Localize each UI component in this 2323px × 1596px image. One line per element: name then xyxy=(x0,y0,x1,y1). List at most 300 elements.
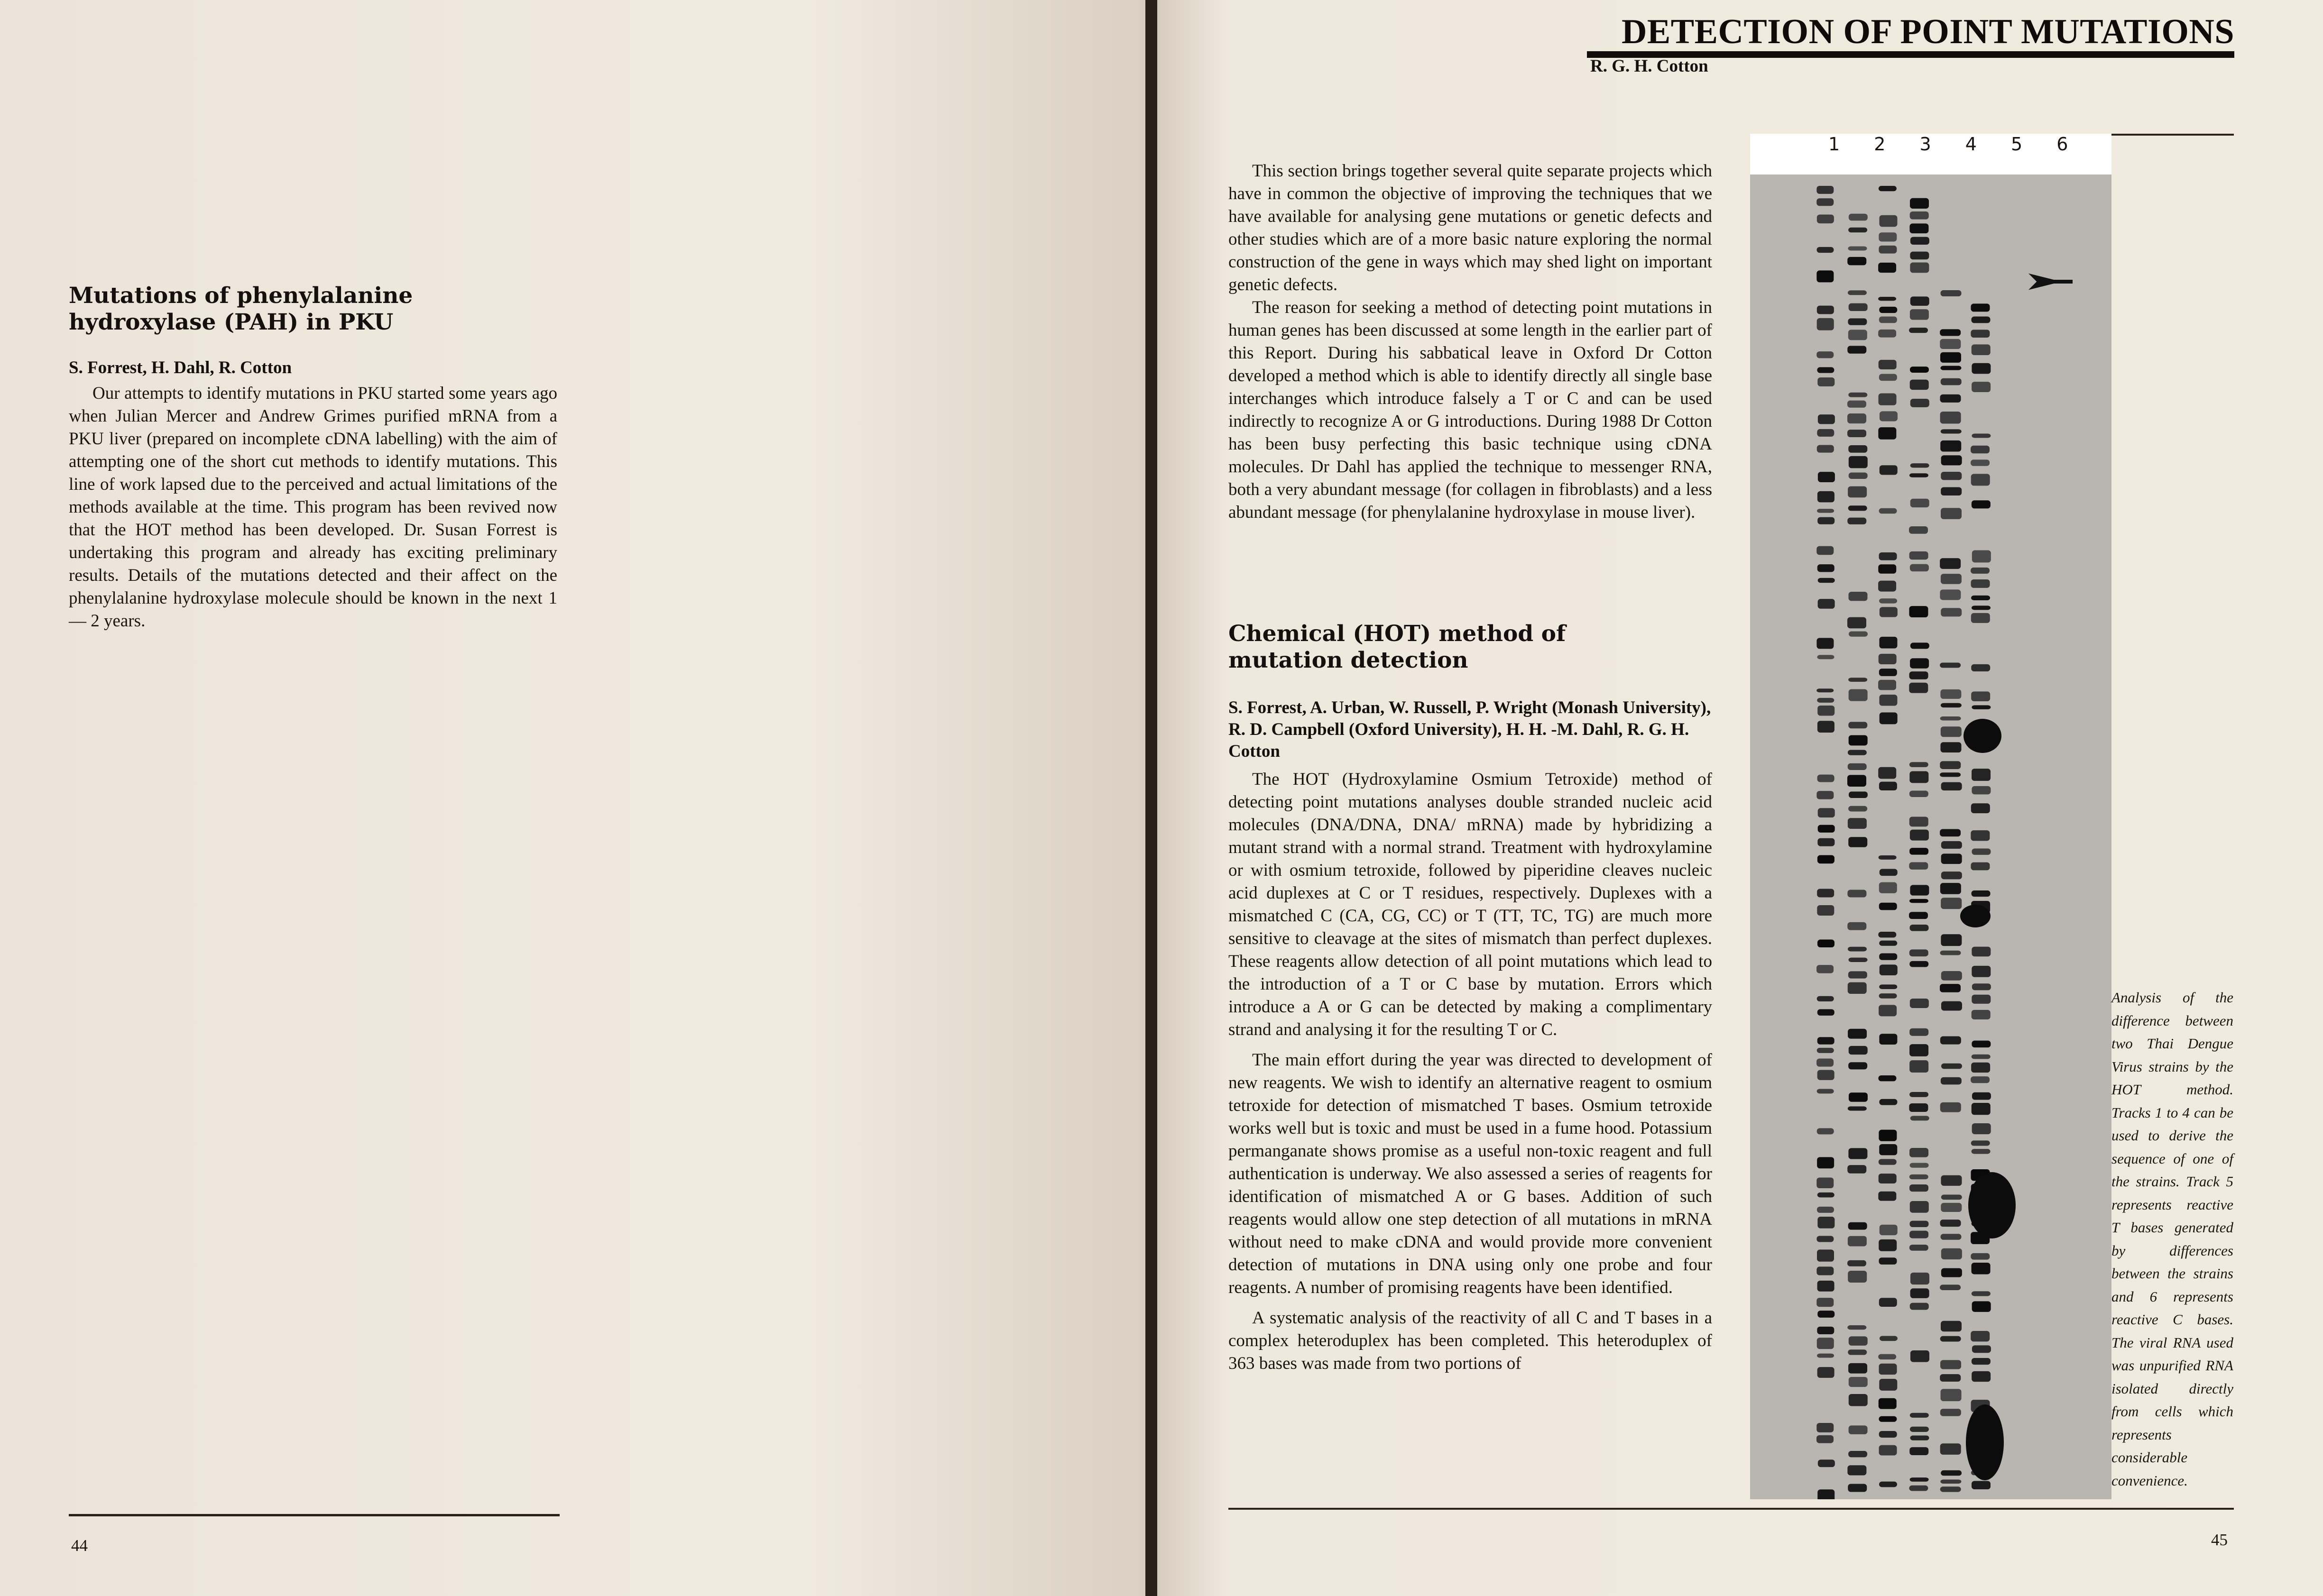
gel-band xyxy=(1817,491,1834,502)
gel-band xyxy=(1817,564,1834,572)
gel-band xyxy=(1879,1364,1897,1375)
gel-band xyxy=(1910,1477,1929,1482)
gel-band xyxy=(1879,1099,1897,1105)
gel-band xyxy=(1910,1201,1929,1213)
gel-band xyxy=(1972,1092,1991,1100)
gel-band xyxy=(1817,1327,1834,1334)
gel-band xyxy=(1972,1055,1991,1059)
gel-band xyxy=(1879,232,1897,241)
gel-band xyxy=(1909,671,1928,679)
gel-band xyxy=(1910,252,1929,260)
gel-band xyxy=(1878,767,1896,779)
gel-band xyxy=(1941,782,1962,790)
gel-band xyxy=(1940,589,1961,600)
gel-band xyxy=(1817,1281,1834,1292)
gel-band xyxy=(1880,465,1898,475)
gel-band xyxy=(1972,1263,1991,1274)
gel-band xyxy=(1971,596,1990,600)
gel-band xyxy=(1940,1443,1961,1455)
intro-paragraph: This section brings together several quite separate projects which have in common the objective of improving the techniques that we have available for analysing gene mutations or genetic defects and other studies which are of a more basic nature exploring the normal construction of the gene in ways which may shed light on important genetic defects. xyxy=(1228,161,1712,294)
gel-band xyxy=(1971,830,1990,841)
gel-band xyxy=(1909,1174,1928,1179)
gel-band xyxy=(1817,1070,1834,1080)
gel-band xyxy=(1879,307,1897,313)
gel-band xyxy=(1941,290,1962,296)
gel-band xyxy=(1909,848,1928,854)
gel-band xyxy=(1818,578,1835,583)
gel-band xyxy=(1816,688,1834,692)
gel-band xyxy=(1940,1486,1961,1492)
gel-band xyxy=(1847,1325,1866,1330)
gel-band xyxy=(1972,1291,1991,1296)
gel-band xyxy=(1940,1036,1961,1045)
gel-band xyxy=(1972,786,1991,795)
gel-band xyxy=(1940,394,1961,403)
gel-band xyxy=(1816,1178,1834,1188)
gel-band xyxy=(1879,246,1897,254)
gel-band xyxy=(1940,339,1961,349)
gel-band xyxy=(1878,263,1896,273)
gel-band xyxy=(1848,1062,1867,1069)
gel-band xyxy=(1878,932,1896,937)
gel-blob xyxy=(1963,719,2001,753)
gel-band xyxy=(1816,1435,1834,1443)
gel-band xyxy=(1817,318,1834,330)
gel-band xyxy=(1940,1220,1961,1227)
gel-band xyxy=(1941,871,1962,879)
footer-rule-left xyxy=(69,1514,560,1516)
page-number-right: 45 xyxy=(2211,1531,2228,1549)
gel-band xyxy=(1880,1336,1898,1341)
gel-band xyxy=(1816,791,1834,799)
gel-band xyxy=(1847,257,1866,266)
gel-band xyxy=(1817,996,1834,1001)
gel-band xyxy=(1879,508,1897,514)
gel-band xyxy=(1972,947,1991,957)
gel-band xyxy=(1909,1486,1928,1491)
gel-band xyxy=(1816,351,1834,358)
gel-band xyxy=(1849,631,1868,636)
gel-band xyxy=(1816,638,1834,649)
gel-band xyxy=(1971,1076,1990,1083)
gel-band xyxy=(1848,1236,1867,1247)
gel-band xyxy=(1909,606,1928,617)
gel-band xyxy=(1941,574,1962,584)
gel-band xyxy=(1879,1445,1897,1456)
gel-band xyxy=(1878,1354,1896,1359)
gel-band xyxy=(1971,664,1990,671)
gel-band xyxy=(1910,380,1929,390)
gel-band xyxy=(1971,568,1990,574)
gel-band xyxy=(1848,1106,1867,1110)
hot-authors: S. Forrest, A. Urban, W. Russell, P. Wright (Monash University), R. D. Campbell (Oxford University), H. H. -M. Dahl, R. G. H. Cotton xyxy=(1228,698,1711,761)
gel-band xyxy=(1848,837,1867,847)
gel-band xyxy=(1940,883,1961,894)
gel-band xyxy=(1910,830,1929,841)
gel-band xyxy=(1909,1044,1928,1056)
gel-band xyxy=(1817,1157,1834,1168)
gel-band xyxy=(1940,1374,1961,1382)
gel-band xyxy=(1849,689,1868,701)
gel-band xyxy=(1817,855,1834,863)
gel-band xyxy=(1818,472,1835,482)
gel-band xyxy=(1848,971,1867,978)
gel-band xyxy=(1848,1148,1867,1159)
gel-band xyxy=(1971,330,1990,338)
gel-band xyxy=(1910,1350,1929,1362)
gel-band xyxy=(1879,1130,1897,1141)
gel-band xyxy=(1940,366,1961,370)
intro-text xyxy=(1228,160,1712,524)
gel-band xyxy=(1849,791,1868,798)
gel-band xyxy=(1849,1377,1868,1387)
gel-band xyxy=(1817,655,1834,659)
gel-band xyxy=(1817,1089,1834,1093)
gel-band xyxy=(1909,1231,1928,1238)
gel-band xyxy=(1848,505,1867,511)
gel-band xyxy=(1878,581,1896,592)
gel-band xyxy=(1879,984,1897,989)
gel-band xyxy=(1848,290,1867,295)
gel-band xyxy=(1910,642,1929,649)
gel-band xyxy=(1972,382,1991,392)
gel-band xyxy=(1972,1358,1991,1365)
gel-band xyxy=(1909,817,1928,827)
gel-band xyxy=(1879,637,1897,649)
gel-band xyxy=(1816,1423,1834,1432)
gel-band xyxy=(1909,1221,1928,1227)
gel-band xyxy=(1940,662,1961,668)
gel-band xyxy=(1848,1222,1867,1230)
gel-band xyxy=(1972,605,1991,610)
gel-band xyxy=(1878,564,1896,574)
gel-band xyxy=(1848,982,1867,994)
gel-band xyxy=(1940,984,1961,992)
gel-background xyxy=(1750,174,2111,1499)
gel-band xyxy=(1879,1144,1897,1155)
gel-band xyxy=(1880,964,1898,975)
gel-band xyxy=(1847,413,1866,423)
gel-band xyxy=(1817,940,1834,947)
gel-band xyxy=(1817,775,1834,782)
gel-band xyxy=(1941,703,1962,707)
gel-band xyxy=(1817,889,1834,897)
gel-band xyxy=(1940,829,1961,837)
gel-band xyxy=(1909,961,1928,967)
gel-band xyxy=(1847,890,1866,898)
gel-band xyxy=(1910,1116,1929,1120)
gel-band xyxy=(1848,318,1867,325)
gel-band xyxy=(1940,742,1961,752)
gel-band xyxy=(1879,782,1897,790)
gel-band xyxy=(1972,995,1991,1004)
gel-band xyxy=(1909,1092,1928,1097)
pah-paragraph: Our attempts to identify mutations in PKU started some years ago when Julian Mercer and Andrew Grimes purified mRNA from a PKU liver (prepared on incomplete cDNA labelling) with the aim of attempting one of the short cut methods to identify mutations. This line of work lapsed due to the perceived and actual limitations of the methods available at the time. This program has been revived now that the HOT method has been developed. Dr. Susan Forrest is undertaking this program and already has exciting preliminary results. Details of the mutations detected and their affect on the phenylalanine hydroxylase molecule should be known in the next 1 — 2 years. xyxy=(69,384,557,631)
gel-band xyxy=(1879,393,1897,405)
gel-band xyxy=(1941,1077,1962,1084)
gel-band xyxy=(1848,1451,1867,1457)
gel-band xyxy=(1941,1001,1962,1011)
gel-band xyxy=(1848,947,1867,952)
gel-band xyxy=(1817,1354,1834,1358)
gel-band xyxy=(1879,953,1897,960)
gel-band xyxy=(1941,472,1962,480)
pah-authors: S. Forrest, H. Dahl, R. Cotton xyxy=(69,358,292,377)
gel-band xyxy=(1971,691,1990,701)
gel-band xyxy=(1909,1103,1928,1112)
gel-band xyxy=(1940,1360,1961,1369)
pah-body xyxy=(69,382,557,633)
gel-band xyxy=(1848,445,1867,453)
gel-band xyxy=(1848,246,1867,250)
gel-band xyxy=(1879,598,1897,603)
gel-band xyxy=(1848,722,1867,728)
gel-band xyxy=(1941,726,1962,737)
gel-band xyxy=(1879,1174,1897,1183)
gel-band xyxy=(1972,550,1991,562)
gel-band xyxy=(1940,1284,1961,1290)
gel-band xyxy=(1972,363,1991,374)
gel-band xyxy=(1878,297,1896,301)
gel-band xyxy=(1909,1148,1928,1157)
gel-band xyxy=(1817,721,1834,733)
banner-title: DETECTION OF POINT MUTATIONS xyxy=(1621,12,2234,51)
gel-band xyxy=(1847,617,1866,629)
gel-band xyxy=(1849,456,1868,468)
gel-autoradiograph xyxy=(1750,134,2111,1499)
gel-band xyxy=(1910,463,1929,468)
gel-band xyxy=(1940,558,1961,569)
gel-band xyxy=(1941,898,1962,909)
gel-band xyxy=(1940,1409,1961,1416)
gel-band xyxy=(1848,330,1867,340)
gel-band xyxy=(1910,564,1929,572)
gel-band xyxy=(1940,716,1961,721)
gel-band xyxy=(1940,772,1961,777)
hot-section-title: Chemical (HOT) method of mutation detection xyxy=(1228,621,1566,673)
gel-band xyxy=(1847,518,1866,524)
gel-band xyxy=(1910,237,1929,245)
gel-band xyxy=(1941,1195,1962,1200)
gel-band xyxy=(1941,1321,1962,1331)
gel-band xyxy=(1849,1394,1868,1406)
gel-band xyxy=(1848,763,1867,770)
gel-band xyxy=(1816,1058,1834,1066)
gel-band xyxy=(1972,966,1991,977)
gel-band xyxy=(1818,599,1835,609)
gel-band xyxy=(1879,1034,1897,1045)
gel-band xyxy=(1910,885,1929,895)
footer-rule-right xyxy=(1228,1508,2234,1510)
gel-band xyxy=(1910,499,1929,507)
gel-band xyxy=(1817,698,1834,703)
gel-band xyxy=(1879,374,1897,381)
gel-band xyxy=(1971,446,1990,453)
gel-band xyxy=(1879,903,1897,910)
gel-band xyxy=(1817,367,1834,373)
gel-band xyxy=(1971,803,1990,813)
gel-band xyxy=(1816,965,1834,973)
gel-band xyxy=(1879,316,1897,323)
gel-band xyxy=(1816,270,1834,282)
gel-band xyxy=(1910,1435,1929,1440)
gel-band xyxy=(1910,1288,1929,1298)
gel-band xyxy=(1817,838,1834,846)
gel-band xyxy=(1941,1175,1962,1186)
gel-band xyxy=(1910,367,1929,373)
gel-band xyxy=(1880,1225,1898,1235)
gel-band xyxy=(1817,377,1834,386)
lane-labels: 1 2 3 4 5 6 xyxy=(1828,134,2083,155)
gel-band xyxy=(1848,818,1867,829)
gel-band xyxy=(1909,1245,1928,1251)
intro-paragraph: The reason for seeking a method of detecting point mutations in human genes has been discussed at some length in the earlier part of this Report. During his sabbatical leave in Oxford Dr Cotton developed a method which is able to identify directly all single base interchanges which introduce falsely a T or C and can be used indirectly to recognize A or G introductions. During 1988 Dr Cotton has been busy perfecting this basic technique using cDNA molecules. Dr Dahl has applied the technique to messenger RNA, both a very abundant message (for collagen in fibroblasts) and a less abundant message (for phenylalanine hydroxylase in mouse liver). xyxy=(1228,298,1712,522)
gel-band xyxy=(1972,1301,1991,1312)
gel-band xyxy=(1878,1075,1896,1081)
gel-band xyxy=(1941,1268,1962,1277)
gel-band xyxy=(1941,378,1962,385)
gel-band xyxy=(1910,211,1929,220)
figure-caption: Analysis of the difference between two Thai Dengue Virus strains by the HOT method. Tracks 1 to 4 can be used to derive the sequence of one of the strains. Track 5 represents reactive T bases generated by differences between the strains and 6 represents reactive C bases. The viral RNA used was unpurified RNA isolated directly from cells which represents considerable convenience. xyxy=(2111,989,2233,1489)
gel-band xyxy=(1879,552,1897,560)
gel-band xyxy=(1940,412,1961,423)
gel-band xyxy=(1972,344,1991,355)
gel-band xyxy=(1971,1331,1990,1341)
gel-band xyxy=(1848,393,1867,397)
gel-band xyxy=(1910,309,1929,320)
gel-band xyxy=(1848,1363,1867,1374)
gel-band xyxy=(1972,500,1991,508)
gel-band xyxy=(1971,1063,1990,1073)
gel-band xyxy=(1910,658,1929,668)
gel-band xyxy=(1818,808,1835,817)
gel-band xyxy=(1848,806,1867,812)
gel-band xyxy=(1847,1260,1866,1266)
gel-band xyxy=(1909,551,1928,560)
gel-band xyxy=(1849,958,1868,962)
gel-band xyxy=(1816,247,1834,253)
gel-band xyxy=(1818,414,1835,424)
gel-band xyxy=(1849,1336,1868,1346)
gel-band xyxy=(1941,487,1962,495)
gel-band xyxy=(1848,1271,1867,1283)
gel-image xyxy=(1750,134,2111,1499)
gel-band xyxy=(1972,705,1991,709)
gel-band xyxy=(1817,445,1834,453)
gel-band xyxy=(1880,869,1898,876)
gel-band xyxy=(1848,1029,1867,1039)
gel-band xyxy=(1941,1470,1962,1476)
gel-band xyxy=(1972,890,1991,897)
gel-band xyxy=(1910,296,1929,306)
gel-band xyxy=(1971,303,1990,312)
gel-band xyxy=(1971,459,1990,466)
gel-band xyxy=(1971,1253,1990,1260)
gel-band xyxy=(1910,999,1929,1008)
gel-band xyxy=(1817,215,1834,224)
gel-band xyxy=(1879,1379,1897,1391)
gel-band xyxy=(1910,1413,1929,1418)
gel-band xyxy=(1817,509,1834,513)
left-page xyxy=(0,0,1145,1596)
gel-band xyxy=(1817,1192,1834,1197)
gel-band xyxy=(1909,1060,1928,1073)
gel-band xyxy=(1817,706,1834,716)
gel-band xyxy=(1909,1447,1928,1455)
gel-band xyxy=(1878,680,1896,690)
gel-band xyxy=(1879,360,1897,369)
gel-band xyxy=(1909,473,1928,477)
gel-band xyxy=(1817,1367,1834,1378)
gel-band xyxy=(1816,1266,1834,1275)
gel-band xyxy=(1941,455,1962,465)
gel-band xyxy=(1849,735,1868,745)
gel-band xyxy=(1940,1479,1961,1484)
gel-band xyxy=(1817,1009,1834,1015)
gel-band xyxy=(1972,769,1991,781)
gel-band xyxy=(1910,399,1929,407)
gel-band xyxy=(1972,433,1991,438)
gel-band xyxy=(1817,1338,1834,1349)
gel-band xyxy=(1817,1217,1834,1229)
gel-band xyxy=(1972,848,1991,854)
gel-band xyxy=(1847,346,1866,353)
hot-paragraph: A systematic analysis of the reactivity of all C and T bases in a complex heteroduplex has been completed. This heteroduplex of 363 bases was made from two portions of xyxy=(1228,1308,1712,1373)
gel-band xyxy=(1879,654,1897,664)
gel-band xyxy=(1847,922,1866,930)
gel-band xyxy=(1972,1123,1991,1134)
gel-blob xyxy=(1966,1404,2004,1480)
gel-band xyxy=(1818,1459,1835,1467)
gel-band xyxy=(1941,429,1962,433)
gel-band xyxy=(1816,546,1834,555)
banner-author: R. G. H. Cotton xyxy=(1590,56,1708,76)
gel-band xyxy=(1817,1128,1834,1134)
gel-band xyxy=(1879,186,1897,191)
gel-band xyxy=(1941,1248,1962,1259)
gel-band xyxy=(1910,1427,1929,1432)
gel-band xyxy=(1972,1481,1991,1489)
gel-band xyxy=(1879,1398,1897,1409)
gel-band xyxy=(1879,993,1897,999)
gel-band xyxy=(1910,1303,1929,1310)
gel-band xyxy=(1940,1102,1961,1112)
gel-band xyxy=(1940,689,1961,699)
gel-band xyxy=(1848,486,1867,498)
gel-band xyxy=(1940,352,1961,363)
gel-band xyxy=(1879,1005,1897,1016)
gel-band xyxy=(1849,1092,1868,1101)
gel-band xyxy=(1971,317,1990,323)
gel-band xyxy=(1972,1041,1991,1048)
gel-band xyxy=(1817,1311,1834,1318)
gel-band xyxy=(1972,1345,1991,1353)
gel-band xyxy=(1847,430,1866,437)
hot-paragraph: The HOT (Hydroxylamine Osmium Tetroxide) method of detecting point mutations analyses double stranded nucleic acid molecules (DNA/DNA, DNA/ mRNA) made by hybridizing a mutant strand with a normal strand. Treatment with hydroxylamine or with osmium tetroxide, followed by piperidine cleaves nucleic acid duplexes at C or T residues, respectively. Duplexes with a mismatched C (CA, CG, CC) or T (TT, TC, TG) are much more sensitive to cleavage at the sites of mismatch than perfect duplexes. These reagents allow detection of all point mutations which lead to the introduction of a T or C base by mutation. Errors which introduce a A or G can be detected by making a complimentary strand and analysing it for the resulting T or C. xyxy=(1228,770,1712,1039)
gel-band xyxy=(1816,1298,1834,1307)
gel-band xyxy=(1941,1203,1962,1212)
gel-band xyxy=(1940,1336,1961,1342)
gel-band xyxy=(1848,750,1867,755)
gel-band xyxy=(1971,613,1990,623)
gel-band xyxy=(1880,607,1898,617)
gel-band xyxy=(1909,762,1928,767)
gel-band xyxy=(1878,330,1896,338)
gel-band xyxy=(1848,1349,1867,1355)
gel-band xyxy=(1817,517,1834,524)
gel-band xyxy=(1879,669,1897,676)
gel-band xyxy=(1909,771,1928,783)
